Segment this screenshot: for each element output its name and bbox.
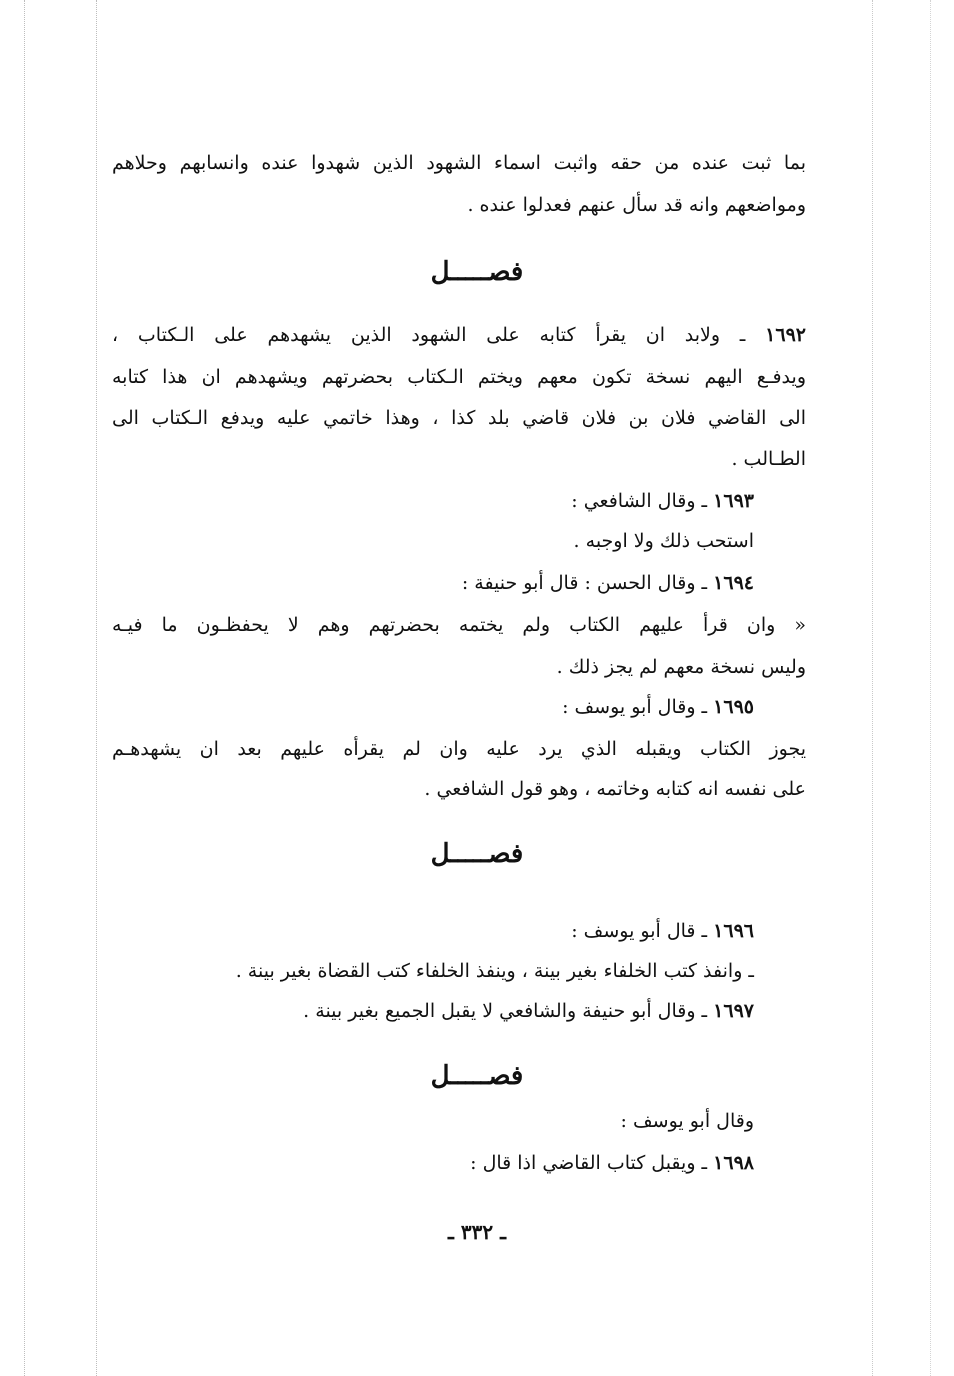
- paragraph-number: ١٦٩٦: [713, 920, 754, 942]
- paragraph-number: ١٦٩٣: [713, 490, 754, 512]
- paragraph-text: ـ قال أبو يوسف :: [571, 920, 708, 942]
- paragraph-1694-line-3: وليس نسخة معهم لم يجز ذلك .: [556, 656, 806, 678]
- paragraph-1695-line-1: [562, 694, 754, 724]
- section-heading: فصـــــل: [430, 257, 524, 287]
- paragraph-1698-line-1: [470, 1150, 754, 1180]
- paragraph-1696-line-1: [571, 918, 754, 948]
- paragraph-1696-line-2: ـ وانفذ كتب الخلفاء بغير بينة ، وينفذ الخلفاء كتب القضاة بغير بينة .: [235, 960, 754, 982]
- paragraph-number: ١٦٩٨: [713, 1152, 754, 1174]
- paragraph-1692-line-2: ويدفـع اليهم نسخة تكون معهم ويختم الـكتاب بحضرتهم ويشهدهم ان هذا كتابه: [112, 366, 806, 388]
- paragraph-1695-line-3: على نفسه انه كتابه وخاتمه ، وهو قول الشافعي .: [424, 778, 806, 800]
- paragraph-number: ١٦٩٢: [765, 324, 806, 346]
- intro-line-1: بما ثبت عنده من حقه واثبت اسماء الشهود الذين شهدوا عنده وانسابهم وحلاهم: [112, 152, 806, 174]
- paragraph-text: ـ وقال الحسن : قال أبو حنيفة :: [461, 572, 708, 594]
- paragraph-1694-line-1: [462, 570, 754, 600]
- paragraph-1692-line-4: الطـالب .: [731, 448, 806, 470]
- paragraph-number: ١٦٩٤: [713, 572, 754, 594]
- paragraph-text: ـ وقال أبو حنيفة والشافعي لا يقبل الجميع بغير بينة .: [303, 1000, 708, 1022]
- paragraph-text: ـ وقال أبو يوسف :: [562, 696, 708, 718]
- paragraph-number: ١٦٩٥: [713, 696, 754, 718]
- section-heading: فصـــــل: [430, 1061, 524, 1091]
- paragraph-1692-line-3: الى القاضي فلان بن فلان قاضي بلد كذا ، وهذا خاتمي عليه ويدفع الـكتاب الى: [112, 407, 806, 429]
- paragraph-number: ١٦٩٧: [713, 1000, 754, 1022]
- paragraph-1693-line-2: استحب ذلك ولا اوجبه .: [573, 530, 754, 552]
- scan-dotted-line: [24, 0, 25, 1376]
- scan-dotted-line: [96, 0, 97, 1376]
- paragraph-1697-line-1: [303, 998, 754, 1028]
- scan-dotted-line: [930, 0, 931, 1376]
- paragraph-1694-line-2: « وان قرأ عليهم الكتاب ولم يختمه بحضرتهم وهم لا يحفظـون ما فيـه: [112, 614, 806, 636]
- paragraph-text: ـ ويقبل كتاب القاضي اذا قال :: [470, 1152, 708, 1174]
- paragraph-1692-line-1: [112, 322, 806, 352]
- paragraph-text: ـ وقال الشافعي :: [571, 490, 708, 512]
- page-number: ـ ٣٣٢ ـ: [448, 1220, 506, 1244]
- scan-dotted-line: [872, 0, 873, 1376]
- section-heading: فصـــــل: [430, 839, 524, 869]
- section3-line-1: وقال أبو يوسف :: [620, 1110, 754, 1132]
- paragraph-1693-line-1: [571, 488, 754, 518]
- paragraph-1695-line-2: يجوز الكتاب ويقبله الذي يرد عليه وان لم يقرأه عليهم بعد ان يشهدهـم: [112, 738, 806, 760]
- intro-line-2: ومواضعهم وانه قد سأل عنهم فعدلوا عنده .: [467, 194, 806, 216]
- paragraph-text: ـ ولابد ان يقرأ كتابه على الشهود الذين يشهدهم على الـكتاب ،: [112, 324, 746, 346]
